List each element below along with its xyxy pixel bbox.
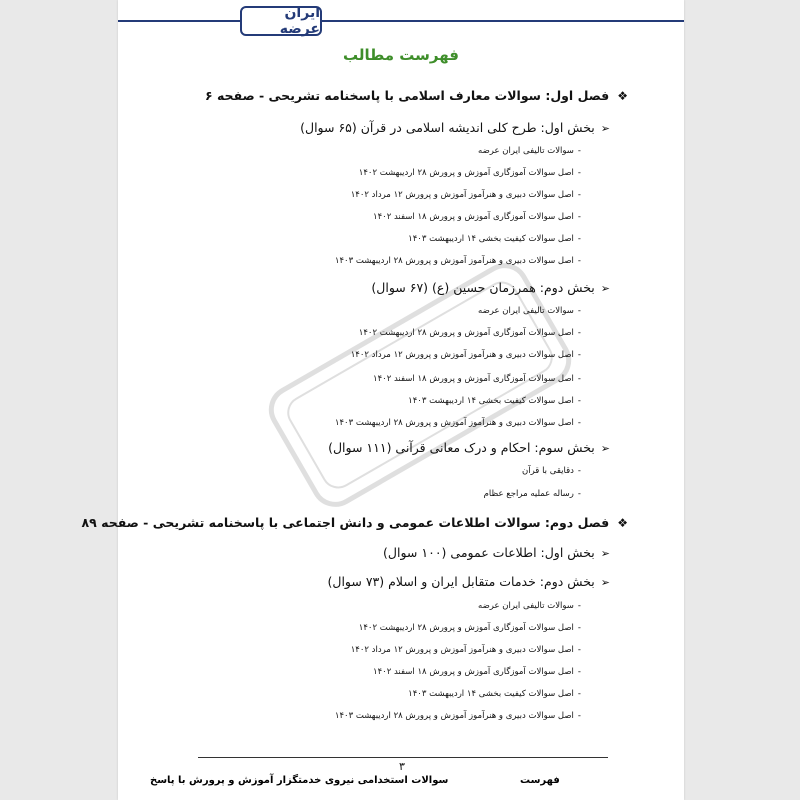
toc-item bbox=[484, 489, 581, 499]
toc-item bbox=[373, 374, 581, 384]
dash-bullet: - bbox=[577, 146, 581, 156]
footer-book-title: سوالات استخدامی نیروی خدمتگزار آموزش و پرورش با پاسخ bbox=[150, 775, 449, 786]
toc-item-text: اصل سوالات آموزگاری آموزش و پرورش ۲۸ اردیبهشت ۱۴۰۲ bbox=[358, 328, 574, 338]
toc-item bbox=[373, 212, 581, 222]
toc-item bbox=[335, 418, 581, 428]
brand-logo-text: ایران عرضه bbox=[279, 5, 320, 37]
dash-bullet: - bbox=[577, 623, 581, 633]
dash-bullet: - bbox=[577, 306, 581, 316]
toc-item-text: اصل سوالات آموزگاری آموزش و پرورش ۲۸ اردیبهشت ۱۴۰۲ bbox=[358, 168, 574, 178]
toc-item-text: اصل سوالات دبیری و هنرآموز آموزش و پرورش ۱۲ مرداد ۱۴۰۲ bbox=[350, 190, 574, 200]
toc-section-text: بخش اول: اطلاعات عمومی (۱۰۰ سوال) bbox=[383, 545, 595, 560]
dash-bullet: - bbox=[577, 234, 581, 244]
toc-section-text: بخش دوم: خدمات متقابل ایران و اسلام (۷۳ سوال) bbox=[327, 574, 595, 589]
toc-item bbox=[408, 396, 581, 406]
toc-item-text: اصل سوالات دبیری و هنرآموز آموزش و پرورش ۱۲ مرداد ۱۴۰۲ bbox=[350, 645, 574, 655]
dash-bullet: - bbox=[577, 466, 581, 476]
toc-section bbox=[327, 574, 610, 589]
dash-bullet: - bbox=[577, 489, 581, 499]
toc-item bbox=[522, 466, 581, 476]
toc-item bbox=[478, 146, 581, 156]
diamond-bullet-icon: ❖ bbox=[617, 89, 628, 103]
footer-rule bbox=[198, 757, 608, 758]
dash-bullet: - bbox=[577, 256, 581, 266]
toc-item bbox=[478, 601, 581, 611]
toc-item bbox=[478, 306, 581, 316]
toc-item-text: اصل سوالات دبیری و هنرآموز آموزش و پرورش ۲۸ اردیبهشت ۱۴۰۳ bbox=[334, 418, 574, 428]
toc-section bbox=[300, 120, 610, 135]
toc-item bbox=[335, 256, 581, 266]
toc-item-text: سوالات تالیفی ایران عرضه bbox=[478, 601, 574, 611]
dash-bullet: - bbox=[577, 212, 581, 222]
toc-item-text: دقایقی با قرآن bbox=[522, 466, 574, 476]
toc-item bbox=[351, 645, 581, 655]
toc-chapter bbox=[205, 88, 628, 103]
toc-item-text: اصل سوالات آموزگاری آموزش و پرورش ۱۸ اسفند ۱۴۰۲ bbox=[373, 212, 574, 222]
toc-section-text: بخش اول: طرح کلی اندیشه اسلامی در قرآن (۶۵ سوال) bbox=[300, 120, 595, 135]
toc-item bbox=[373, 667, 581, 677]
dash-bullet: - bbox=[577, 328, 581, 338]
dash-bullet: - bbox=[577, 190, 581, 200]
toc-chapter bbox=[82, 515, 628, 530]
header-rule bbox=[118, 20, 684, 22]
dash-bullet: - bbox=[577, 418, 581, 428]
toc-item-text: اصل سوالات کیفیت بخشی ۱۴ اردیبهشت ۱۴۰۳ bbox=[408, 689, 574, 699]
brand-logo bbox=[240, 6, 322, 36]
arrow-bullet-icon: ➢ bbox=[600, 547, 610, 560]
page-number: ۳ bbox=[399, 760, 405, 773]
toc-item-text: اصل سوالات دبیری و هنرآموز آموزش و پرورش ۲۸ اردیبهشت ۱۴۰۳ bbox=[334, 711, 574, 721]
toc-chapter-text: فصل دوم: سوالات اطلاعات عمومی و دانش اجتماعی با پاسخنامه تشریحی - صفحه ۸۹ bbox=[81, 515, 610, 530]
dash-bullet: - bbox=[577, 168, 581, 178]
toc-item bbox=[335, 711, 581, 721]
toc-item bbox=[351, 350, 581, 360]
dash-bullet: - bbox=[577, 350, 581, 360]
toc-section bbox=[371, 280, 610, 295]
dash-bullet: - bbox=[577, 711, 581, 721]
toc-item bbox=[408, 234, 581, 244]
footer-section-label: فهرست bbox=[520, 775, 560, 786]
toc-item bbox=[351, 190, 581, 200]
toc-item-text: اصل سوالات کیفیت بخشی ۱۴ اردیبهشت ۱۴۰۳ bbox=[408, 396, 574, 406]
toc-item-text: اصل سوالات دبیری و هنرآموز آموزش و پرورش ۲۸ اردیبهشت ۱۴۰۳ bbox=[334, 256, 574, 266]
diamond-bullet-icon: ❖ bbox=[617, 516, 628, 530]
toc-item-text: اصل سوالات آموزگاری آموزش و پرورش ۱۸ اسفند ۱۴۰۲ bbox=[373, 374, 574, 384]
toc-item-text: اصل سوالات دبیری و هنرآموز آموزش و پرورش ۱۲ مرداد ۱۴۰۲ bbox=[350, 350, 574, 360]
arrow-bullet-icon: ➢ bbox=[600, 122, 610, 135]
dash-bullet: - bbox=[577, 396, 581, 406]
toc-section bbox=[328, 440, 610, 455]
dash-bullet: - bbox=[577, 667, 581, 677]
arrow-bullet-icon: ➢ bbox=[600, 282, 610, 295]
arrow-bullet-icon: ➢ bbox=[600, 576, 610, 589]
toc-section-text: بخش دوم: همرزمان حسین (ع) (۶۷ سوال) bbox=[371, 280, 595, 295]
toc-item-text: اصل سوالات آموزگاری آموزش و پرورش ۲۸ اردیبهشت ۱۴۰۲ bbox=[358, 623, 574, 633]
arrow-bullet-icon: ➢ bbox=[600, 442, 610, 455]
toc-item-text: رساله عملیه مراجع عظام bbox=[483, 489, 574, 499]
toc-chapter-text: فصل اول: سوالات معارف اسلامی با پاسخنامه تشریحی - صفحه ۶ bbox=[204, 88, 610, 103]
toc-section bbox=[383, 545, 610, 560]
toc-item bbox=[359, 328, 581, 338]
dash-bullet: - bbox=[577, 374, 581, 384]
toc-section-text: بخش سوم: احکام و درک معانی قرآنی (۱۱۱ سوال) bbox=[328, 440, 595, 455]
toc-item bbox=[408, 689, 581, 699]
dash-bullet: - bbox=[577, 689, 581, 699]
dash-bullet: - bbox=[577, 645, 581, 655]
dash-bullet: - bbox=[577, 601, 581, 611]
page-title: فهرست مطالب bbox=[343, 46, 459, 64]
toc-item-text: سوالات تالیفی ایران عرضه bbox=[478, 306, 574, 316]
toc-item-text: اصل سوالات کیفیت بخشی ۱۴ اردیبهشت ۱۴۰۳ bbox=[408, 234, 574, 244]
toc-item bbox=[359, 168, 581, 178]
toc-item-text: سوالات تالیفی ایران عرضه bbox=[478, 146, 574, 156]
toc-item-text: اصل سوالات آموزگاری آموزش و پرورش ۱۸ اسفند ۱۴۰۲ bbox=[373, 667, 574, 677]
toc-item bbox=[359, 623, 581, 633]
